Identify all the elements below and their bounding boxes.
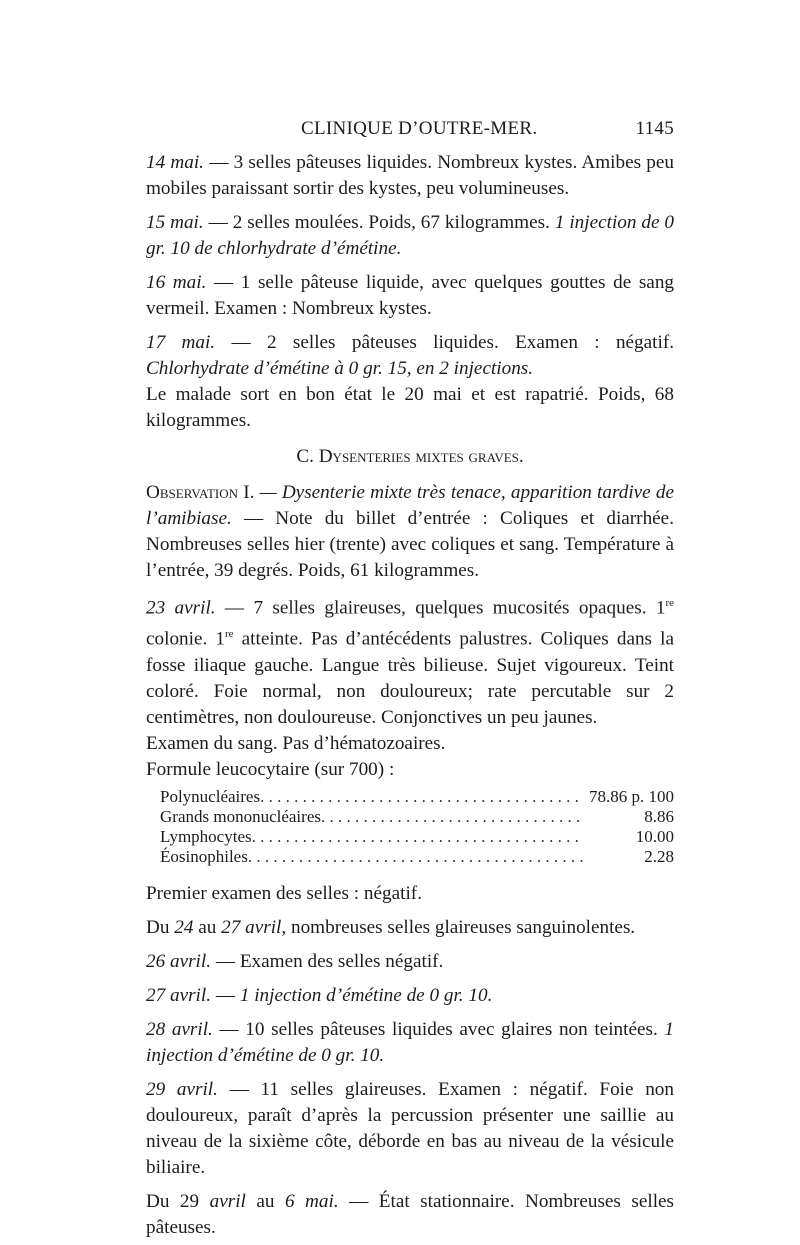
final-mid: au <box>245 1190 285 1212</box>
entry-date: 16 mai. <box>146 272 207 293</box>
row-label: Éosinophiles <box>160 846 248 866</box>
first-exam: Premier examen des selles : négatif. <box>146 882 422 904</box>
entry-16-mai <box>146 270 674 322</box>
entry-italic: 1 injection d’émétine de 0 gr. 10. <box>146 1018 674 1066</box>
leader-dots <box>321 807 584 827</box>
header-title: CLINIQUE D’OUTRE-MER. <box>301 118 538 139</box>
row-value: 10.00 <box>635 826 674 846</box>
range-date-start: 24 <box>174 916 194 938</box>
range-prefix: Du <box>146 916 175 938</box>
observation-paragraph <box>146 480 674 584</box>
entry-date: 28 avril. <box>146 1018 213 1040</box>
entry-text: — 2 selles moulées. Poids, 67 kilogrammes. <box>203 212 555 233</box>
formula-table <box>160 787 674 867</box>
table-row <box>160 807 674 827</box>
range-24-27 <box>146 915 674 941</box>
entry-text: — Examen des selles négatif. <box>211 950 444 972</box>
entry-15-mai <box>146 210 674 262</box>
entry-text: — <box>211 984 240 1006</box>
entry-26-avril <box>146 949 674 975</box>
range-date-end: 27 avril, <box>221 916 287 938</box>
entry-date: 14 mai. <box>146 152 204 173</box>
entry-date: 15 mai. <box>146 212 204 233</box>
entry-italic: Chlorhydrate d’émétine à 0 gr. 15, en 2 injections. <box>146 358 534 379</box>
table-row <box>160 787 674 807</box>
table-row <box>160 827 674 847</box>
entry-italic: 1 injection d’émétine de 0 gr. 10. <box>239 984 493 1006</box>
entry-23-avril <box>146 590 674 731</box>
row-label: Grands mononucléaires <box>160 806 321 826</box>
entry-text: — 7 selles glaireuses, quelques mucosités opaques. 1 <box>215 597 666 619</box>
final-date-start: avril <box>209 1190 246 1212</box>
running-header <box>146 118 674 142</box>
entry-14-mai <box>146 150 674 202</box>
leader-dots <box>260 787 584 807</box>
entry-28-avril <box>146 1017 674 1069</box>
entry-date: 29 avril. <box>146 1078 218 1100</box>
body-text <box>146 150 674 1241</box>
observation-title: — Dysenterie mixte très tenace, apparition tardive de l’amibiase. <box>146 482 674 529</box>
entry-text: — 1 selle pâteuse liquide, avec quelques gouttes de sang vermeil. Examen : Nombreux kystes. <box>146 272 675 319</box>
superscript: re <box>224 628 234 641</box>
entry-date: 27 avril. <box>146 984 212 1006</box>
entry-17-mai <box>146 330 674 382</box>
row-label: Polynucléaires <box>160 786 261 806</box>
entry-italic: 1 injection de 0 gr. 10 de chlorhydrate d’émétine. <box>146 212 675 259</box>
discharge-paragraph: Le malade sort en bon état le 20 mai et est rapatrié. Poids, 68 kilogrammes. <box>146 384 674 431</box>
observation-label: Observation I. <box>146 482 255 503</box>
leader-dots <box>248 847 584 867</box>
entry-date: 17 mai. <box>146 332 216 353</box>
entry-29-avril <box>146 1077 674 1181</box>
final-date-end: 6 mai. <box>284 1190 339 1212</box>
section-title-text: C. Dysenteries mixtes graves. <box>296 446 524 467</box>
entry-text: colonie. 1 <box>146 628 225 650</box>
entry-text: — 2 selles pâteuses liquides. Examen : négatif. <box>215 332 675 353</box>
final-paragraph <box>146 1189 674 1241</box>
range-text: nombreuses selles glaireuses sanguinolentes. <box>286 916 636 938</box>
entry-text: atteinte. Pas d’antécédents palustres. Coliques dans la fosse iliaque gauche. Langue très bilieuse. Sujet vigoureux. Teint coloré. Foie normal, non douloureux; rate percutable sur 2 centimètres, non douloureuse. Conjonctives un peu jaunes. <box>146 628 674 728</box>
leader-dots <box>252 827 584 847</box>
row-label: Lymphocytes <box>160 826 252 846</box>
page-number: 1145 <box>635 118 674 139</box>
entry-text: — 10 selles pâteuses liquides avec glaires non teintées. <box>212 1018 665 1040</box>
section-title <box>146 444 674 470</box>
entry-date: 23 avril. <box>146 597 216 619</box>
row-value: 78.86 p. 100 <box>589 786 674 806</box>
row-value: 8.86 <box>644 806 674 826</box>
entry-text: — 3 selles pâteuses liquides. Nombreux kystes. Amibes peu mobiles paraissant sortir des kystes, peu volumineuses. <box>146 152 674 199</box>
table-row <box>160 847 674 867</box>
observation-text: — Note du billet d’entrée : Coliques et diarrhée. Nombreuses selles hier (trente) avec coliques et sang. Température à l’entrée, 39 degrés. Poids, 61 kilogrammes. <box>146 508 674 581</box>
entry-text: — 11 selles glaireuses. Examen : négatif. Foie non douloureux, paraît d’après la percussion présenter une saillie au niveau de la sixième côte, déborde en bas au niveau de la vésicule biliaire. <box>146 1078 674 1178</box>
final-text: — État stationnaire. Nombreuses selles pâteuses. <box>146 1190 675 1238</box>
superscript: re <box>665 597 675 609</box>
entry-27-avril <box>146 983 674 1009</box>
row-value: 2.28 <box>644 846 674 866</box>
final-prefix: Du 29 <box>146 1190 210 1212</box>
formula-intro: Formule leucocytaire (sur 700) : <box>146 758 395 780</box>
entry-date: 26 avril. <box>146 950 212 972</box>
blood-exam: Examen du sang. Pas d’hématozoaires. <box>146 732 446 754</box>
range-mid: au <box>193 916 222 938</box>
